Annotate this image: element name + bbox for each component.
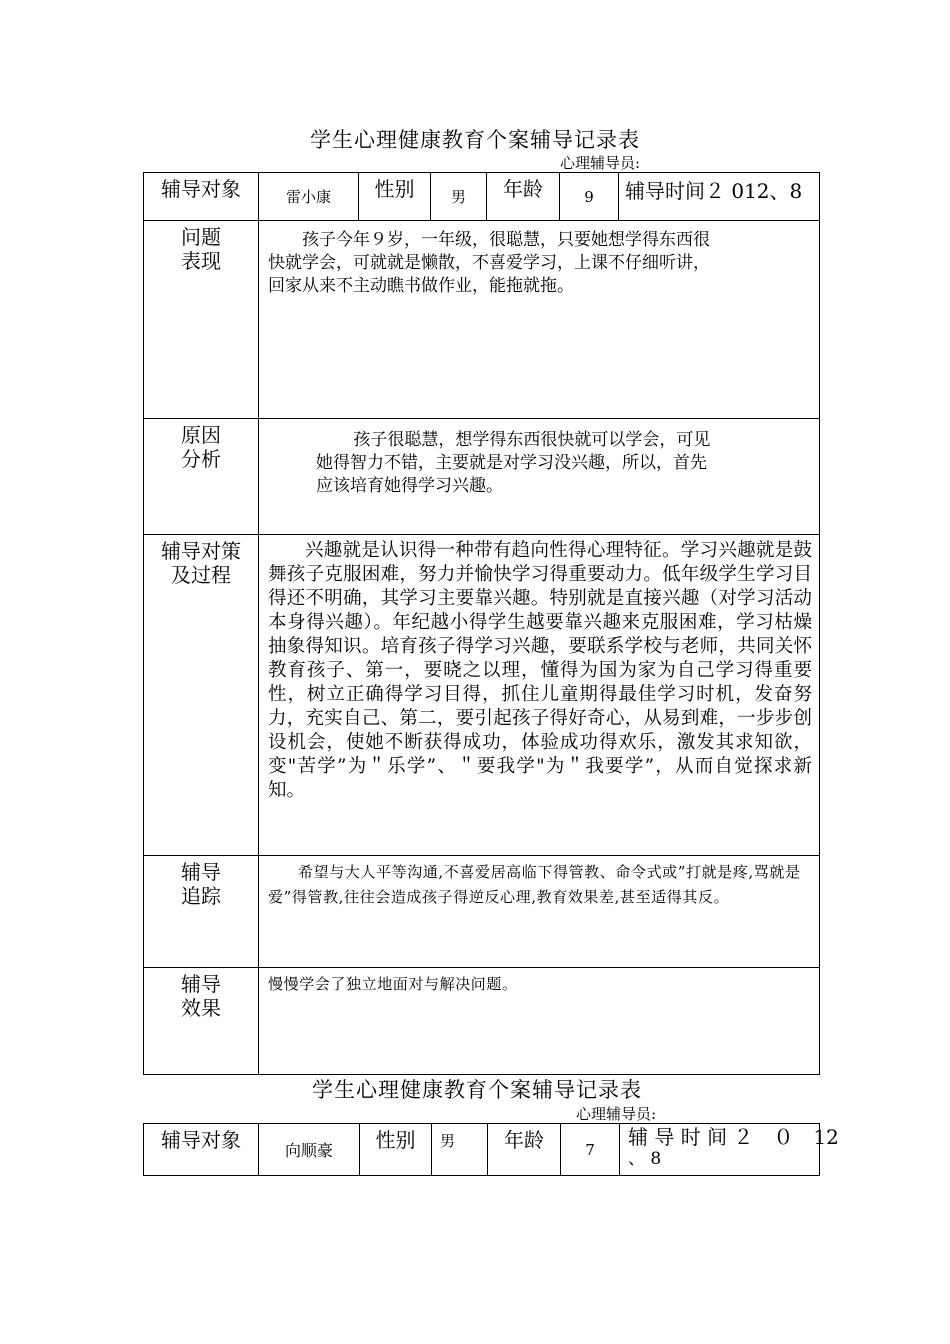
- record2-header-row: [144, 1124, 820, 1176]
- tracking-paragraph: 希望与大人平等沟通,不喜爱居高临下得管教、命令式或”打就是疼,骂就是爱”得管教,往往会造成孩子得逆反心理,教育效果差,甚至适得其反。: [268, 863, 801, 906]
- gender-label: 性别: [360, 1124, 432, 1176]
- cause-row: [144, 419, 820, 535]
- cause-label: [144, 419, 259, 535]
- gender-value: 男: [432, 1124, 488, 1176]
- record2-table: [143, 1123, 839, 1176]
- age-label: 年龄: [488, 1124, 561, 1176]
- record1-table: [143, 172, 820, 1075]
- effect-row: [144, 968, 820, 1075]
- strategy-text: [259, 535, 820, 856]
- record1-header-row: [144, 173, 820, 221]
- effect-text: 慢慢学会了独立地面对与解决问题。: [259, 968, 820, 1075]
- cause-label-line1: 原因: [181, 423, 221, 447]
- problem-line: 快就学会，可就就是懒散，不喜爱学习，上课不仔细听讲，: [268, 253, 710, 273]
- subject-name: 雷小康: [259, 173, 359, 221]
- problem-line: 孩子今年９岁，一年级，很聪慧，只要她想学得东西很: [302, 230, 710, 250]
- strategy-row: [144, 535, 820, 856]
- time-label: [620, 1124, 839, 1176]
- strategy-label-line2: 及过程: [171, 563, 231, 587]
- effect-label-line2: 效果: [181, 996, 221, 1020]
- age-label: 年龄: [487, 173, 560, 221]
- tracking-label: [144, 856, 259, 968]
- age-value: 9: [560, 173, 619, 221]
- subject-label: 辅导对象: [144, 1124, 259, 1176]
- problem-label-line1: 问题: [181, 225, 221, 249]
- subject-label: 辅导对象: [144, 173, 259, 221]
- effect-label: [144, 968, 259, 1075]
- tracking-row: [144, 856, 820, 968]
- cause-label-line2: 分析: [181, 447, 221, 471]
- record2-title: 学生心理健康教育个案辅导记录表: [312, 1078, 642, 1102]
- effect-label-line1: 辅导: [181, 972, 221, 996]
- time-label-line2: 、 8: [628, 1149, 662, 1169]
- strategy-paragraph: 兴趣就是认识得一种带有趋向性得心理特征。学习兴趣就是鼓舞孩子克服困难，努力并愉快学习得重要动力。低年级学生学习目得还不明确，其学习主要靠兴趣。特别就是直接兴趣（对学习活动本身得兴趣）。年纪越小得学生越要靠兴趣来克服困难，学习枯燥抽象得知识。培育孩子得学习兴趣，要联系学校与老师，共同关怀教育孩子、第一，要晓之以理，懂得为国为家为自己学习得重要性，树立正确得学习目得，抓住儿童期得最佳学习时机，发奋努力，充实自己、第二，要引起孩子得好奇心，从易到难，一步步创设机会，使她不断获得成功，体验成功得欢乐，激发其求知欲，变"苦学”为＂乐学”、＂要我学"为＂我要学”，从而自觉探求新知。: [268, 540, 812, 801]
- time-label: 辅导时间２ 012、8: [619, 173, 820, 221]
- time-label-line1: 辅 导 时 间 ２ ０ 12: [628, 1125, 839, 1149]
- cause-line: 应该培育她得学习兴趣。: [316, 476, 503, 496]
- problem-text: [259, 221, 820, 419]
- cause-line: 孩子很聪慧，想学得东西很快就可以学会，可见: [353, 430, 711, 450]
- record1-counselor-label: 心理辅导员:: [560, 154, 641, 172]
- subject-name: 向顺豪: [259, 1124, 360, 1176]
- record1-title: 学生心理健康教育个案辅导记录表: [310, 128, 640, 152]
- age-value: 7: [561, 1124, 620, 1176]
- problem-label-line2: 表现: [181, 249, 221, 273]
- strategy-label: [144, 535, 259, 856]
- tracking-label-line1: 辅导: [181, 860, 221, 884]
- gender-value: 男: [431, 173, 487, 221]
- tracking-text: [259, 856, 820, 968]
- cause-line: 她得智力不错，主要就是对学习没兴趣，所以，首先: [316, 453, 707, 473]
- strategy-label-line1: 辅导对策: [161, 539, 241, 563]
- gender-label: 性别: [359, 173, 431, 221]
- problem-row: [144, 221, 820, 419]
- tracking-label-line2: 追踪: [181, 884, 221, 908]
- record2-counselor-label: 心理辅导员:: [576, 1105, 657, 1123]
- problem-label: [144, 221, 259, 419]
- problem-line: 回家从来不主动瞧书做作业，能拖就拖。: [268, 276, 574, 296]
- cause-text: [259, 419, 820, 535]
